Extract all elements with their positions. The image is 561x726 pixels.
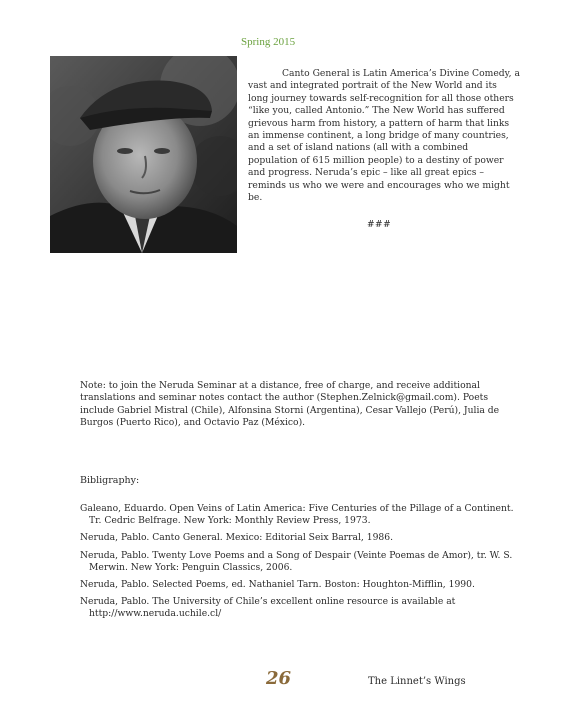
author-photo bbox=[50, 56, 237, 253]
bibliography-entry: Neruda, Pablo. Twenty Love Poems and a Song of Despair (Veinte Poemas de Amor), tr. W. S. Merwin. New York: Penguin Classics, 2006. bbox=[80, 549, 513, 573]
page-number: 26 bbox=[266, 668, 292, 689]
note-text: Note: to join the Neruda Seminar at a distance, free of charge, and receive additional translations and seminar notes contact the author (Stephen.Zelnick@gmail.com). Poets include Gabriel Mistral (Chile), Alfonsina Storni (Argentina), Cesar Vallejo (Perú), Julia de Burgos (Puerto Rico), and Octavio Paz (México). bbox=[80, 380, 500, 429]
portrait-image bbox=[50, 56, 237, 253]
publication-name: The Linnet’s Wings bbox=[368, 676, 466, 687]
intro-text: Canto General is Latin America’s Divine Comedy, a vast and integrated portrait of the New World and its long journey towards self-recognition for all those others “like you, called Antonio.” The New World has suffered grievous harm from history, a pattern of harm that links an immense continent, a long bridge of many countries, and a set of island nations (all with a combined population of 615 million people) to a destiny of power and progress. Neruda’s epic – like all great epics – reminds us who we were and encourages who we might be. bbox=[248, 68, 520, 204]
seminar-note bbox=[80, 380, 520, 430]
bibliography-list bbox=[80, 503, 522, 626]
section-separator: ### bbox=[367, 220, 392, 230]
bibliography-entry: Neruda, Pablo. Canto General. Mexico: Editorial Seix Barral, 1986. bbox=[80, 532, 394, 544]
intro-paragraph bbox=[248, 68, 520, 204]
bibliography-entry: Neruda, Pablo. The University of Chile’s excellent online resource is available at http://www.neruda.uchile.cl/ bbox=[80, 596, 456, 620]
bibliography-entry: Galeano, Eduardo. Open Veins of Latin America: Five Centuries of the Pillage of a Continent. Tr. Cedric Belfrage. New York: Monthly Review Press, 1973. bbox=[80, 503, 514, 527]
issue-label: Spring 2015 bbox=[241, 36, 296, 48]
bibliography-entry: Neruda, Pablo. Selected Poems, ed. Nathaniel Tarn. Boston: Houghton-Mifflin, 1990. bbox=[80, 579, 475, 591]
bibliography-heading: Bibligraphy: bbox=[80, 475, 140, 486]
